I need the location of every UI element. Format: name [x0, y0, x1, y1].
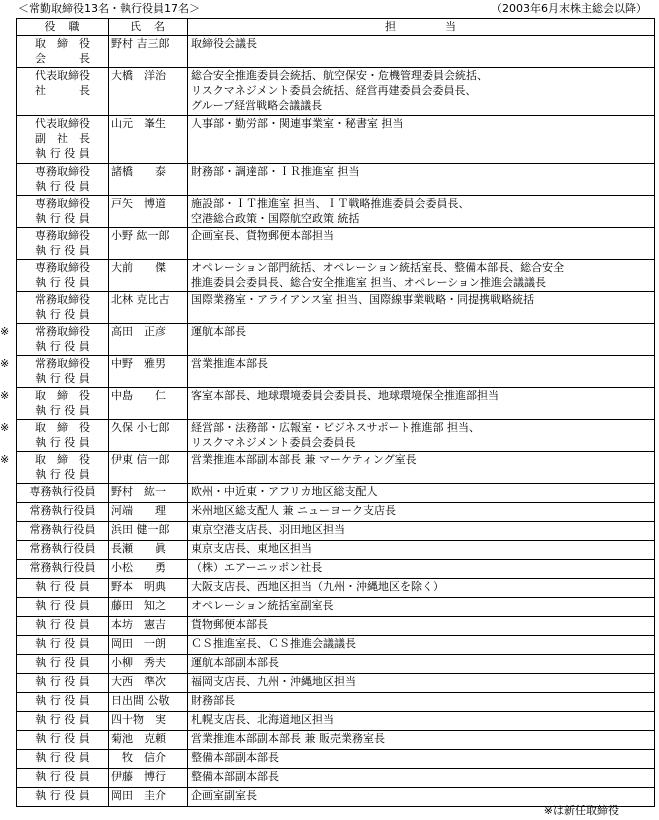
cell-role: 執 行 役 員	[17, 693, 109, 712]
cell-duty: 欧州・中近東・アフリカ地区総支配人	[188, 484, 655, 503]
cell-role: 執 行 役 員	[17, 731, 109, 750]
cell-role: 執 行 役 員	[17, 750, 109, 769]
cell-duty: 営業推進本部副本部長 兼 販売業務室長	[188, 731, 655, 750]
table-row	[17, 674, 655, 693]
cell-duty: 客室本部長、地球環境委員会委員長、地球環境保全推進部担当	[188, 388, 655, 420]
cell-duty: 施設部・ＩＴ推進室 担当、ＩＴ戦略推進委員会委員長、 空港総合政策・国際航空政策 統括	[188, 196, 655, 228]
cell-role: 執 行 役 員	[17, 712, 109, 731]
cell-role: 執 行 役 員	[17, 788, 109, 807]
cell-duty: 財務部・調達部・ＩＲ推進室 担当	[188, 164, 655, 196]
cell-role: 専務執行役員	[17, 484, 109, 503]
table-row	[17, 388, 655, 420]
cell-role: 常務執行役員	[17, 560, 109, 579]
cell-name: 浜田 健一郎	[109, 522, 188, 541]
cell-duty: 整備本部副本部長	[188, 750, 655, 769]
cell-role: 代表取締役 社 長	[17, 68, 109, 116]
table-row	[17, 503, 655, 522]
cell-duty: ＣＳ推進室長、ＣＳ推進会議議長	[188, 636, 655, 655]
cell-role: 専務取締役 執 行 役 員	[17, 228, 109, 260]
cell-duty: 取締役会議長	[188, 36, 655, 68]
cell-name: 中島 仁	[109, 388, 188, 420]
table-header-row	[17, 19, 655, 36]
table-row	[17, 750, 655, 769]
cell-name: 中野 雅男	[109, 356, 188, 388]
cell-name: 伊藤 博行	[109, 769, 188, 788]
cell-duty: 東京支店長、東地区担当	[188, 541, 655, 560]
cell-name: 長瀬 眞	[109, 541, 188, 560]
table-row	[17, 196, 655, 228]
table-row	[17, 769, 655, 788]
new-director-mark: ※	[0, 452, 10, 466]
table-row	[17, 228, 655, 260]
cell-name: 藤田 知之	[109, 598, 188, 617]
table-row	[17, 522, 655, 541]
cell-name: 諸橋 泰	[109, 164, 188, 196]
table-row	[17, 452, 655, 484]
cell-duty: 米州地区総支配人 兼 ニューヨーク支店長	[188, 503, 655, 522]
table-row	[17, 731, 655, 750]
header-date-note: （2003年6月末株主総会以降）	[491, 2, 647, 15]
cell-duty: 福岡支店長、九州・沖縄地区担当	[188, 674, 655, 693]
table-row	[17, 560, 655, 579]
cell-duty: 札幌支店長、北海道地区担当	[188, 712, 655, 731]
table-row	[17, 598, 655, 617]
table-row	[17, 260, 655, 292]
cell-name: 本坊 憲吉	[109, 617, 188, 636]
cell-name: 伊東 信一郎	[109, 452, 188, 484]
cell-name: 高田 正彦	[109, 324, 188, 356]
cell-name: 牧 信介	[109, 750, 188, 769]
cell-role: 常務取締役 執 行 役 員	[17, 356, 109, 388]
cell-duty: 東京空港支店長、羽田地区担当	[188, 522, 655, 541]
new-director-mark: ※	[0, 420, 10, 434]
cell-role: 執 行 役 員	[17, 598, 109, 617]
table-row	[17, 712, 655, 731]
cell-name: 小野 紘一郎	[109, 228, 188, 260]
cell-duty: 財務部長	[188, 693, 655, 712]
cell-role: 執 行 役 員	[17, 769, 109, 788]
executives-table	[16, 18, 655, 807]
table-row	[17, 68, 655, 116]
table-row	[17, 420, 655, 452]
cell-duty: 国際業務室・アライアンス室 担当、国際線事業戦略・同提携戦略統括	[188, 292, 655, 324]
new-director-mark: ※	[0, 388, 10, 402]
table-row	[17, 693, 655, 712]
table-row	[17, 36, 655, 68]
cell-role: 常務執行役員	[17, 522, 109, 541]
cell-name: 野村 吉三郎	[109, 36, 188, 68]
table-row	[17, 655, 655, 674]
cell-name: 岡田 圭介	[109, 788, 188, 807]
cell-role: 専務取締役 執 行 役 員	[17, 260, 109, 292]
cell-role: 常務執行役員	[17, 503, 109, 522]
cell-duty: オペレーション統括室副室長	[188, 598, 655, 617]
cell-name: 久保 小七郎	[109, 420, 188, 452]
cell-role: 常務取締役 執 行 役 員	[17, 292, 109, 324]
cell-name: 四十物 実	[109, 712, 188, 731]
cell-duty: 総合安全推進委員会統括、航空保安・危機管理委員会統括、 リスクマネジメント委員会統括、経営再建委員会委員長、 グループ経営戦略会議議長	[188, 68, 655, 116]
cell-role: 常務取締役 執 行 役 員	[17, 324, 109, 356]
cell-duty: 企画室副室長	[188, 788, 655, 807]
cell-role: 専務取締役 執 行 役 員	[17, 164, 109, 196]
cell-name: 大前 傑	[109, 260, 188, 292]
cell-duty: 貨物郵便本部長	[188, 617, 655, 636]
cell-role: 取 締 役 執 行 役 員	[17, 420, 109, 452]
cell-duty: 営業推進本部副本部長 兼 マーケティング室長	[188, 452, 655, 484]
table-row	[17, 541, 655, 560]
cell-name: 北林 克比古	[109, 292, 188, 324]
cell-name: 野本 明典	[109, 579, 188, 598]
cell-name: 大橋 洋治	[109, 68, 188, 116]
column-header-duty: 担 当	[188, 19, 655, 36]
cell-name: 小柳 秀夫	[109, 655, 188, 674]
table-row	[17, 116, 655, 164]
cell-duty: 大阪支店長、西地区担当（九州・沖縄地区を除く）	[188, 579, 655, 598]
cell-role: 取 締 役 執 行 役 員	[17, 452, 109, 484]
header-title: ＜常勤取締役13名・執行役員17名＞	[18, 2, 200, 15]
table-row	[17, 292, 655, 324]
table-row	[17, 579, 655, 598]
cell-duty: 整備本部副本部長	[188, 769, 655, 788]
cell-role: 代表取締役 副 社 長 執 行 役 員	[17, 116, 109, 164]
new-director-mark: ※	[0, 356, 10, 370]
table-row	[17, 617, 655, 636]
cell-name: 大西 準次	[109, 674, 188, 693]
cell-duty: 企画室長、貨物郵便本部担当	[188, 228, 655, 260]
new-director-mark: ※	[0, 324, 10, 338]
cell-role: 専務取締役 執 行 役 員	[17, 196, 109, 228]
column-header-role: 役 職	[17, 19, 109, 36]
cell-name: 河端 理	[109, 503, 188, 522]
cell-name: 山元 峯生	[109, 116, 188, 164]
cell-role: 執 行 役 員	[17, 617, 109, 636]
cell-role: 取 締 役 会 長	[17, 36, 109, 68]
table-row	[17, 636, 655, 655]
cell-role: 取 締 役 執 行 役 員	[17, 388, 109, 420]
table-row	[17, 324, 655, 356]
cell-duty: 営業推進本部長	[188, 356, 655, 388]
cell-name: 戸矢 博道	[109, 196, 188, 228]
cell-name: 野村 紘一	[109, 484, 188, 503]
cell-duty: 運航本部副本部長	[188, 655, 655, 674]
cell-role: 常務執行役員	[17, 541, 109, 560]
table-row	[17, 484, 655, 503]
table-row	[17, 356, 655, 388]
cell-role: 執 行 役 員	[17, 655, 109, 674]
cell-name: 小松 勇	[109, 560, 188, 579]
cell-role: 執 行 役 員	[17, 579, 109, 598]
cell-duty: 経営部・法務部・広報室・ビジネスサポート推進部 担当、 リスクマネジメント委員会委員長	[188, 420, 655, 452]
cell-role: 執 行 役 員	[17, 636, 109, 655]
cell-duty: 人事部・勤労部・関連事業室・秘書室 担当	[188, 116, 655, 164]
cell-duty: 運航本部長	[188, 324, 655, 356]
cell-name: 日出間 公敬	[109, 693, 188, 712]
cell-role: 執 行 役 員	[17, 674, 109, 693]
cell-name: 岡田 一朗	[109, 636, 188, 655]
footer-note: ※は新任取締役	[543, 804, 619, 817]
table-row	[17, 164, 655, 196]
column-header-name: 氏 名	[109, 19, 188, 36]
cell-duty: （株）エアーニッポン社長	[188, 560, 655, 579]
cell-name: 菊池 克頼	[109, 731, 188, 750]
cell-duty: オペレーション部門統括、オペレーション統括室長、整備本部長、総合安全 推進委員会委員長、総合安全推進室 担当、オペレーション推進会議議長	[188, 260, 655, 292]
